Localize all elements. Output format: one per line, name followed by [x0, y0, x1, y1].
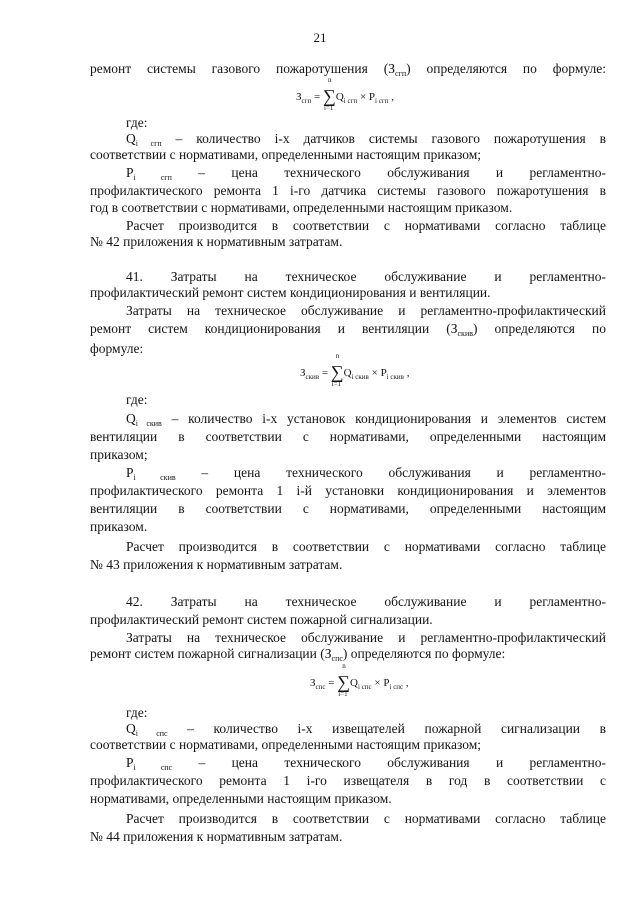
line-text: 41. Затраты на техническое обслуживание и регламентно- — [126, 269, 606, 284]
sigma-symbol: ∑ — [322, 86, 336, 106]
line-text-continued: – количество i-х установок кондиционирования и элементов систем — [161, 411, 607, 426]
line-text: соответствии с нормативами, определенными настоящим приказом; — [90, 737, 482, 752]
line-text: № 43 приложения к нормативным затратам. — [90, 557, 343, 572]
sum-operator — [337, 662, 351, 698]
line-text: вентиляции в соответствии с нормативами, определенными настоящим — [90, 429, 606, 444]
text-line — [90, 146, 606, 163]
line-text-continued: – цена технического обслуживания и регламентно- — [175, 465, 606, 480]
sum-upper-limit: n — [327, 76, 332, 84]
line-text: Расчет производится в соответствии с нормативами согласно таблице — [126, 811, 606, 826]
text-line — [126, 593, 606, 610]
formula-lhs: З — [310, 677, 316, 689]
text-line — [126, 754, 606, 773]
line-text: год в соответствии с нормативами, определенными настоящим приказом. — [90, 200, 513, 215]
sum-lower-limit: i=1 — [323, 104, 334, 112]
line-text: № 42 приложения к нормативным затратам. — [90, 234, 343, 249]
text-line — [90, 790, 606, 807]
text-line — [90, 611, 606, 628]
text-line — [90, 772, 606, 789]
formula-times: × — [371, 677, 384, 689]
line-text-continued: ) определяются по формуле: — [342, 646, 506, 661]
text-line — [90, 500, 606, 517]
line-text: ремонт систем пожарной сигнализации (З — [90, 646, 332, 661]
subscript: спс — [331, 654, 343, 663]
line-text: ремонт систем кондиционирования и вентиляции (З — [90, 321, 458, 336]
line-text: Расчет производится в соответствии с нормативами согласно таблице — [126, 539, 606, 554]
line-text: формуле: — [90, 341, 144, 356]
text-line — [126, 114, 606, 131]
line-text-continued: ) определяются по — [473, 321, 606, 336]
line-text: вентиляции в соответствии с нормативами, определенными настоящим — [90, 501, 606, 516]
formula-comma: , — [403, 677, 409, 689]
formula-p: P — [383, 677, 390, 689]
formula-lhs-subscript: сгп — [301, 97, 312, 105]
subscript: i скив — [135, 419, 162, 428]
sum-operator — [322, 76, 336, 112]
text-line — [90, 60, 606, 79]
sum-upper-limit: n — [335, 352, 340, 360]
formula-lhs-subscript: скив — [305, 373, 320, 381]
line-text: Расчет производится в соответствии с нормативами согласно таблице — [126, 218, 606, 233]
formula-lhs: З — [296, 91, 302, 103]
formula-q-subscript: i спс — [358, 683, 372, 691]
subscript: i спс — [135, 729, 168, 738]
formula-equals: = — [319, 367, 331, 379]
text-line — [90, 645, 606, 664]
line-text: P — [126, 465, 134, 480]
formula-comma: , — [403, 367, 410, 379]
text-line — [126, 268, 606, 285]
formula-q-subscript: i сгп — [343, 97, 358, 105]
text-line — [126, 704, 606, 721]
formula-comma: , — [388, 91, 394, 103]
line-text: приказом. — [90, 519, 148, 534]
line-text-continued: – цена технического обслуживания и регламентно- — [172, 755, 606, 770]
line-text: Q — [126, 411, 136, 426]
line-text: 42. Затраты на техническое обслуживание и регламентно- — [126, 594, 606, 609]
line-text: Q — [126, 131, 136, 146]
formula-lhs: З — [300, 367, 306, 379]
sum-lower-limit: i=1 — [338, 690, 348, 698]
text-line — [90, 199, 606, 216]
text-line — [90, 233, 606, 250]
subscript: i сгп — [135, 139, 162, 148]
text-line — [90, 482, 606, 499]
formula-equals: = — [325, 677, 338, 689]
formula-p-subscript: i сгп — [375, 97, 389, 105]
text-line — [90, 828, 606, 845]
line-text: профилактического ремонта 1 i-го извещателя в год в соответствии с — [90, 773, 606, 788]
formula-p-subscript: i спс — [389, 683, 404, 691]
line-text: где: — [126, 392, 148, 407]
formula-q: Q — [343, 367, 352, 379]
text-line — [126, 629, 606, 646]
formula-times: × — [357, 91, 369, 103]
formula-times: × — [368, 367, 381, 379]
line-text: приказом; — [90, 447, 148, 462]
line-text: Затраты на техническое обслуживание и регламентно-профилактический — [126, 630, 606, 645]
sum-lower-limit: i=1 — [331, 380, 342, 388]
line-text: P — [126, 755, 134, 770]
text-line — [90, 736, 606, 753]
formula-lhs-subscript: спс — [315, 683, 326, 691]
text-line — [90, 556, 606, 573]
text-line — [90, 446, 606, 463]
formula-p: P — [380, 367, 387, 379]
text-line — [90, 340, 606, 357]
text-line — [126, 164, 606, 183]
sum-operator — [330, 352, 344, 388]
formula — [310, 662, 409, 698]
line-text: профилактического ремонта 1 i-го датчика системы газового пожаротушения в — [90, 183, 606, 198]
line-text: профилактического ремонта 1 i-й установки кондиционирования и элементов — [90, 483, 606, 498]
subscript: i скив — [133, 473, 176, 482]
line-text: соответствии с нормативами, определенными настоящим приказом; — [90, 147, 482, 162]
sigma-symbol: ∑ — [330, 362, 344, 382]
line-text-continued: – цена технического обслуживания и регламентно- — [171, 165, 606, 180]
sum-upper-limit: n — [342, 662, 346, 670]
text-line — [126, 302, 606, 319]
subscript: i спс — [133, 763, 173, 772]
line-text: Затраты на техническое обслуживание и регламентно-профилактический — [126, 303, 606, 318]
formula-q: Q — [350, 677, 358, 689]
line-text: профилактический ремонт систем пожарной сигнализации. — [90, 612, 433, 627]
formula-p: P — [368, 91, 376, 103]
text-line — [90, 284, 606, 301]
text-line — [126, 217, 606, 234]
text-line — [126, 391, 606, 408]
line-text-continued: – количество i-х извещателей пожарной сигнализации в — [167, 721, 606, 736]
text-line — [126, 410, 606, 429]
formula-p-subscript: i скив — [386, 373, 404, 381]
formula-q: Q — [335, 91, 344, 103]
line-text: где: — [126, 115, 148, 130]
text-line — [90, 182, 606, 199]
formula-q-subscript: i скив — [351, 373, 369, 381]
formula — [296, 76, 394, 112]
line-text: Q — [126, 721, 136, 736]
line-text: ремонт системы газового пожаротушения (З — [90, 61, 395, 76]
line-text: № 44 приложения к нормативным затратам. — [90, 829, 343, 844]
formula — [300, 352, 410, 388]
line-text-continued: – количество i-х датчиков системы газового пожаротушения в — [161, 131, 606, 146]
line-text-continued: ) определяются по формуле: — [406, 61, 606, 76]
subscript: сгп — [395, 69, 407, 78]
line-text: профилактический ремонт систем кондиционирования и вентиляции. — [90, 285, 491, 300]
text-line — [90, 518, 606, 535]
line-text: где: — [126, 705, 148, 720]
text-line — [126, 538, 606, 555]
line-text: P — [126, 165, 134, 180]
sigma-symbol: ∑ — [337, 672, 351, 692]
subscript: скив — [457, 329, 473, 338]
text-line — [126, 810, 606, 827]
formula-equals: = — [311, 91, 323, 103]
line-text: нормативами, определенными настоящим приказом. — [90, 791, 392, 806]
text-line — [126, 464, 606, 483]
page-number: 21 — [313, 30, 327, 45]
text-line — [90, 428, 606, 445]
subscript: i сгп — [133, 173, 172, 182]
text-line — [90, 320, 606, 339]
